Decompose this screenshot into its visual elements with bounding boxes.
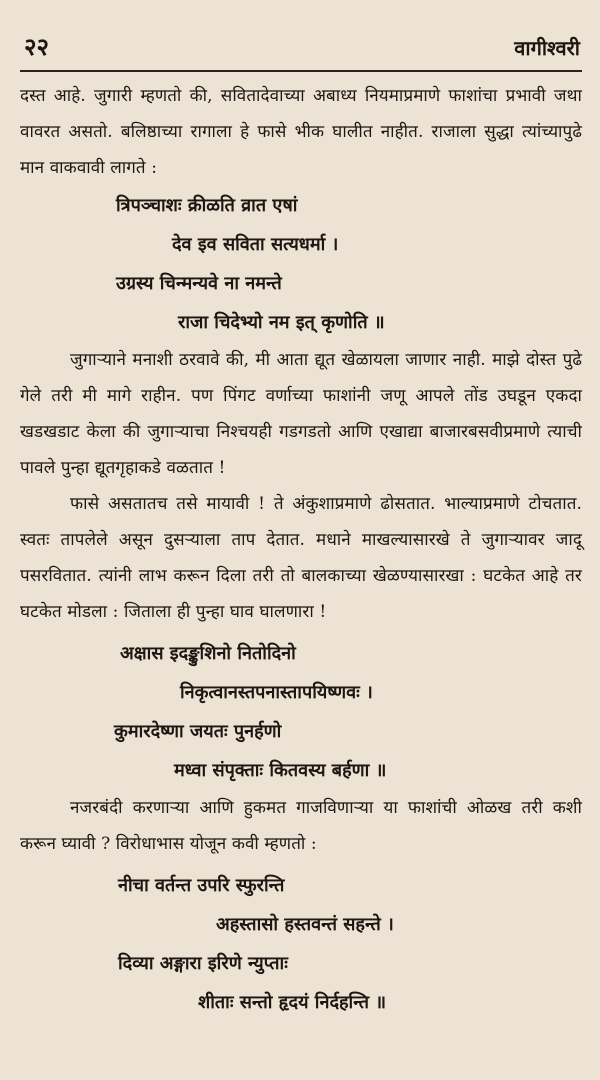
running-head: वागीश्वरी xyxy=(514,36,580,60)
paragraph-2: जुगाऱ्याने मनाशी ठरवावे की, मी आता द्यूत खेळायला जाणार नाही. माझे दोस्त पुढे गेले तरी मी मागे राहीन. पण पिंगट वर्णाच्या फाशांनी जणू आपले तोंड उघडून एकदा खडखडाट केला की जुगाऱ्याचा निश्चयही गडगडतो आणि एखाद्या बाजारबसवीप्रमाणे त्याची पावले पुन्हा द्यूतगृहाकडे वळतात ! xyxy=(20,350,582,478)
verse-1 xyxy=(20,186,582,342)
verse-3-line-3: दिव्या अङ्गारा इरिणे न्युप्ताः xyxy=(118,953,288,974)
verse-3-line-1: नीचा वर्तन्त उपरि स्फुरन्ति xyxy=(118,875,285,896)
paragraph-4: नजरबंदी करणाऱ्या आणि हुकमत गाजविणाऱ्या या फाशांची ओळख तरी कशी करून घ्यावी ? विरोधाभास योजून कवी म्हणतो : xyxy=(20,798,582,854)
page-number: २२ xyxy=(24,32,49,61)
verse-1-line-1: त्रिपञ्चाशः क्रीळति व्रात एषां xyxy=(116,195,298,216)
verse-2 xyxy=(20,634,582,790)
verse-2-line-2: निकृत्वानस्तपनास्तापयिष्णवः । xyxy=(180,682,373,703)
verse-1-line-3: उग्रस्य चिन्मन्यवे ना नमन्ते xyxy=(116,273,282,294)
verse-3 xyxy=(20,866,582,1022)
page-header xyxy=(20,0,582,72)
verse-3-line-4: शीताः सन्तो हृदयं निर्दहन्ति ॥ xyxy=(198,992,387,1013)
page-body xyxy=(20,78,582,1022)
paragraph-1: दस्त आहे. जुगारी म्हणतो की, सवितादेवाच्या अबाध्य नियमाप्रमाणे फाशांचा प्रभावी जथा वावरत असतो. बलिष्ठाच्या रागाला हे फासे भीक घालीत नाहीत. राजाला सुद्धा त्यांच्यापुढे मान वाकवावी लागते : xyxy=(20,86,582,178)
verse-1-line-4: राजा चिदेभ्यो नम इत् कृणोति ॥ xyxy=(178,312,385,333)
verse-3-line-2: अहस्तासो हस्तवन्तं सहन्ते । xyxy=(216,914,394,935)
verse-2-line-3: कुमारदेष्णा जयतः पुनर्हणो xyxy=(114,721,282,742)
paragraph-3: फासे असतातच तसे मायावी ! ते अंकुशाप्रमाणे ढोसतात. भाल्याप्रमाणे टोचतात. स्वतः तापलेले असून दुसऱ्याला ताप देतात. मधाने माखल्यासारखे ते जुगाऱ्यावर जादू पसरवितात. त्यांनी लाभ करून दिला तरी तो बालकाच्या खेळण्यासारखा : घटकेत आहे तर घटकेत मोडला : जिताला ही पुन्हा घाव घालणारा ! xyxy=(20,494,582,622)
verse-2-line-1: अक्षास इदङ्कुशिनो नितोदिनो xyxy=(120,643,296,664)
verse-1-line-2: देव इव सविता सत्यधर्मा । xyxy=(172,234,339,255)
verse-2-line-4: मध्वा संपृक्ताः कितवस्य बर्हणा ॥ xyxy=(174,760,387,781)
